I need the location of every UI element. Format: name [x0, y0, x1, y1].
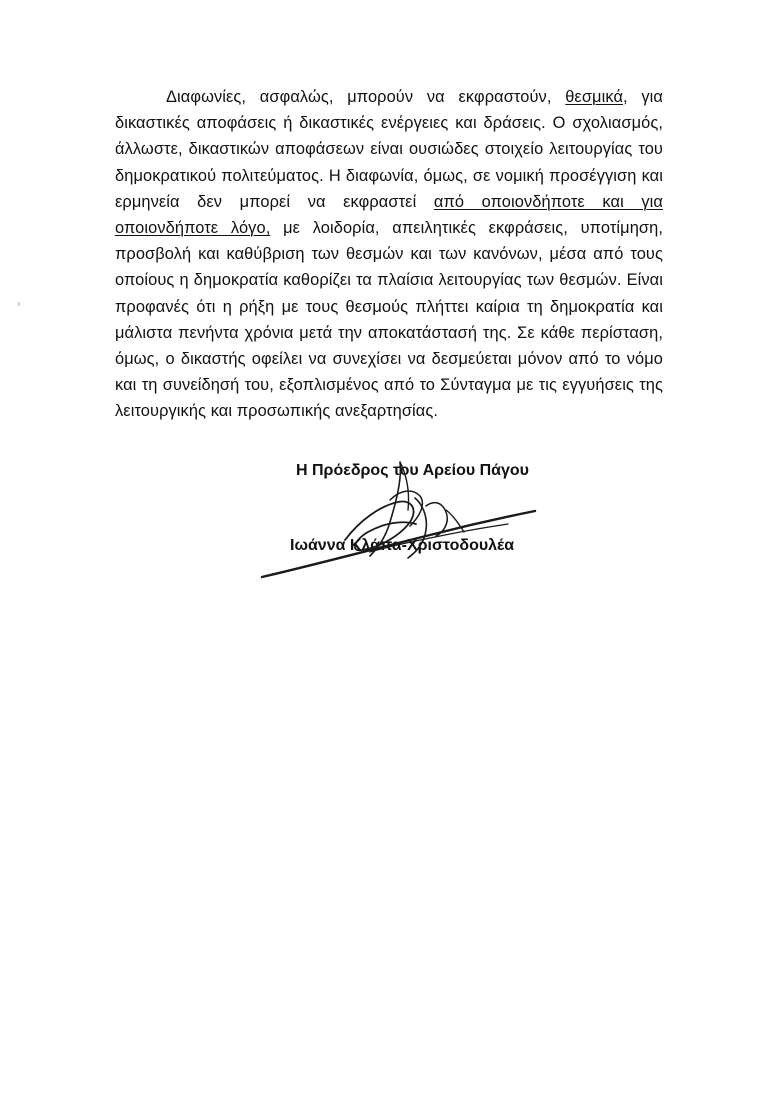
signatory-title: Η Πρόεδρος του Αρείου Πάγου [296, 462, 529, 479]
scan-speck [18, 302, 20, 306]
text-run: Διαφωνίες, ασφαλώς, μπορούν να εκφραστούν, [166, 88, 566, 106]
handwritten-signature [250, 440, 540, 590]
underlined-text-run: θεσμικά [565, 88, 624, 106]
text-run: , για δικαστικές αποφάσεις ή δικαστικές ενέργειες και δράσεις. Ο σχολιασμός, άλλωστε, δικαστικών αποφάσεων είναι ουσιώδες στοιχείο λειτουργίας του δημοκρατικού πολιτεύματος. Η διαφωνία, όμως, σε νομική προσέγγιση και ερμηνεία δεν μπορεί να εκφραστεί [115, 88, 664, 211]
underlined-text-run: από οποιονδήποτε και για οποιονδήποτε λόγο, [115, 192, 663, 238]
text-run: με λοιδορία, απειλητικές εκφράσεις, υποτίμηση, προσβολή και καθύβριση των θεσμών και των κανόνων, μέσα από τους οποίους η δημοκρατία καθορίζει τα πλαίσια λειτουργίας των θεσμών. Είναι προφανές ότι η ρήξη με τους θεσμούς πλήττει καίρια τη δημοκρατία και μάλιστα πενήντα χρόνια μετά την αποκατάστασή της. Σε κάθε περίσταση, όμως, ο δικαστής οφείλει να συνεχίσει να δεσμεύεται μόνον από το νόμο και τη συνείδησή του, εξοπλισμένος από το Σύνταγμα με τις εγγυήσεις της λειτουργικής και προσωπικής ανεξαρτησίας. [115, 219, 663, 421]
signatory-name: Ιωάννα Κλάπα-Χριστοδουλέα [290, 537, 515, 554]
body-paragraph [115, 84, 663, 425]
